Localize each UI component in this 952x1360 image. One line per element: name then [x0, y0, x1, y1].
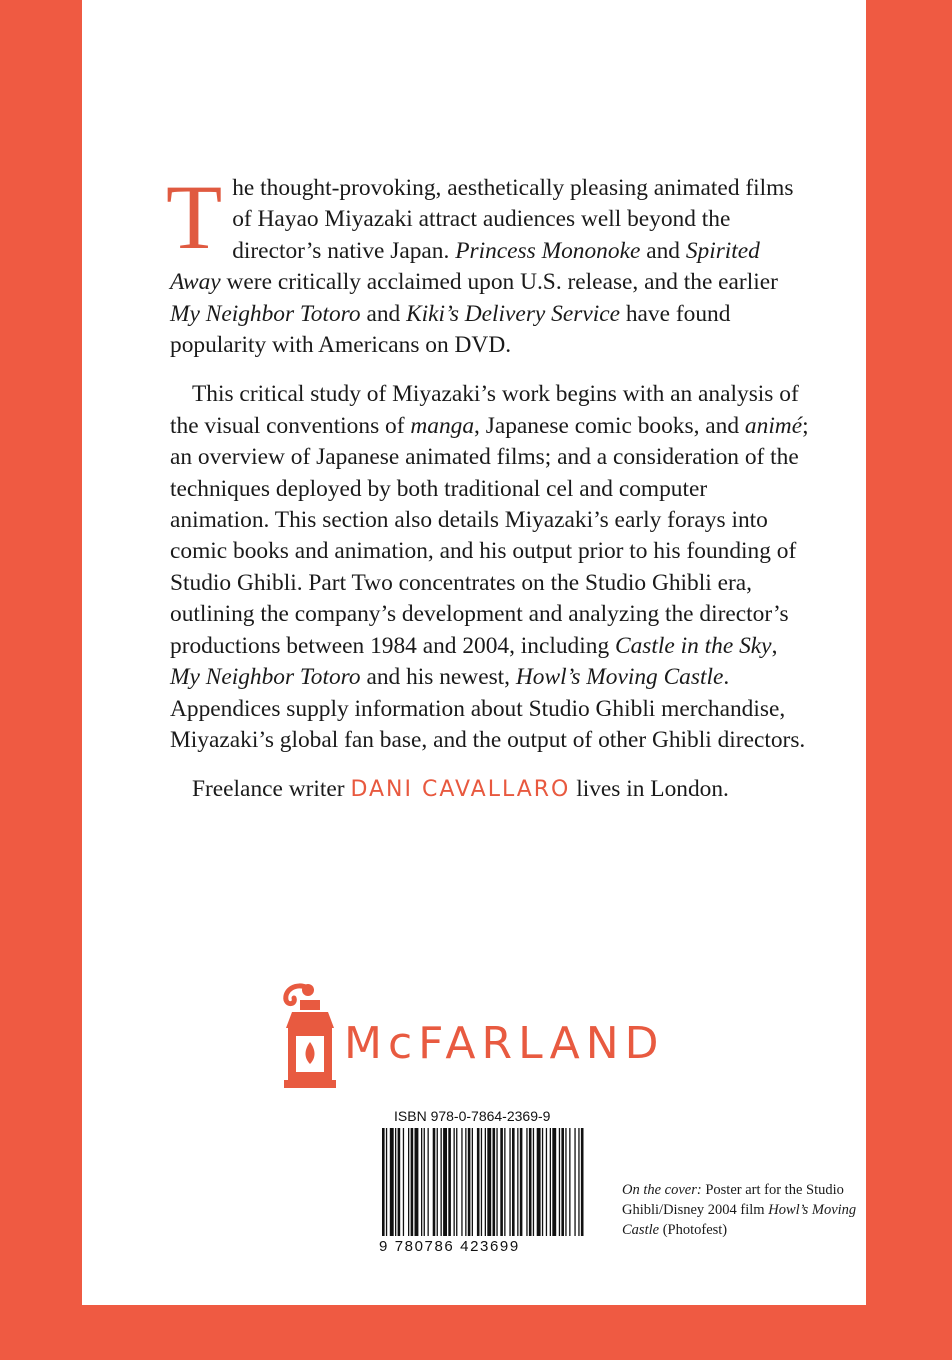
paragraph-study: [170, 379, 810, 756]
author-location: lives in London.: [570, 776, 729, 803]
barcode-bar: [517, 1128, 518, 1236]
barcode-bar: [537, 1128, 541, 1236]
barcode-bar: [546, 1128, 547, 1236]
text-run: and his newest,: [360, 664, 516, 691]
barcode-bar: [550, 1128, 551, 1236]
text-run: and: [640, 237, 686, 264]
barcode-bar: [493, 1128, 496, 1236]
barcode-bar: [382, 1128, 385, 1236]
barcode-bar: [569, 1128, 570, 1236]
barcode-bar: [561, 1128, 564, 1236]
barcode-bar: [454, 1128, 455, 1236]
barcode-digits: 9 780786 423699: [379, 1238, 520, 1255]
barcode-bar: [578, 1128, 579, 1236]
barcode-bar: [424, 1128, 425, 1236]
barcode-bar: [398, 1128, 401, 1236]
italic-title: Princess Mononoke: [455, 237, 641, 264]
text-run: have found popularity with Americans on DVD.: [170, 300, 731, 359]
barcode-bar: [500, 1128, 503, 1236]
barcode-bar: [456, 1128, 457, 1236]
barcode-bar: [408, 1128, 409, 1236]
barcode-bar: [565, 1128, 566, 1236]
paragraph-intro: [166, 166, 810, 361]
author-intro: Freelance writer: [192, 776, 351, 803]
isbn-label: ISBN 978-0-7864-2369-9: [394, 1108, 551, 1124]
publisher-name: McFARLAND: [344, 1018, 665, 1069]
cover-credit-text: Poster art for the Studio Ghibli/Disney 2004 film: [622, 1182, 844, 1218]
text-run: ; an overview of Japanese animated films; and a consideration of the techniques deployed by both traditional cel and computer animation. This section also details Miyazaki’s early forays into comic books and animation, and his output prior to his founding of Studio Ghibli. Part Two concentrates on the Studio Ghibli era, outlining the company’s development and analyzing the director’s productions between 1984 and 2004, including: [170, 412, 809, 659]
barcode-bar: [581, 1128, 584, 1236]
italic-title: Howl’s Moving Castle: [515, 664, 724, 691]
barcode-bar: [509, 1128, 510, 1236]
lantern-icon: [278, 980, 342, 1090]
text-run: and: [360, 300, 407, 327]
barcode-bar: [428, 1128, 429, 1236]
barcode: [380, 1128, 632, 1236]
italic-title: My Neighbor Totoro: [170, 664, 361, 691]
text-run: . Appendices supply information about Studio Ghibli merchandise, Miyazaki’s global fan base, and the output of other Ghibli directors.: [170, 664, 806, 753]
cover-credit-title: Howl’s Moving Castle: [622, 1202, 857, 1238]
barcode-bar: [437, 1128, 438, 1236]
barcode-bar: [465, 1128, 466, 1236]
italic-title: Kiki’s Delivery Service: [406, 300, 620, 327]
barcode-bar: [441, 1128, 442, 1236]
barcode-bar: [395, 1128, 396, 1236]
barcode-bar: [504, 1128, 505, 1236]
barcode-bar: [443, 1128, 447, 1236]
italic-title: Spirited Away: [170, 237, 760, 296]
barcode-bar: [415, 1128, 419, 1236]
barcode-bar: [481, 1128, 482, 1236]
dropcap-letter: T: [166, 166, 223, 268]
publisher-logo: [278, 980, 678, 1090]
barcode-bar: [512, 1128, 515, 1236]
barcode-bar: [542, 1128, 543, 1236]
italic-title: manga: [410, 412, 475, 439]
italic-title: My Neighbor Totoro: [170, 300, 361, 327]
text-run: , Japanese comic books, and: [474, 412, 745, 439]
barcode-bar: [421, 1128, 422, 1236]
description-text: [166, 166, 810, 824]
barcode-bar: [386, 1128, 387, 1236]
barcode-bar: [520, 1128, 523, 1236]
cover-credit: [622, 1180, 862, 1240]
cover-credit-prefix: On the cover:: [622, 1182, 702, 1198]
text-run: he thought-provoking, aesthetically pleasing animated films of Hayao Miyazaki attract audiences well beyond the director’s native Japan.: [232, 175, 794, 264]
cover-credit-suffix: (Photofest): [659, 1222, 728, 1238]
barcode-bar: [574, 1128, 575, 1236]
author-name: DANI CAVALLARO: [350, 777, 571, 803]
barcode-bar: [529, 1128, 532, 1236]
italic-title: Castle in the Sky: [615, 632, 772, 659]
barcode-bar: [461, 1128, 462, 1236]
paragraph-intro-text: [170, 175, 793, 358]
back-cover-page: [82, 0, 866, 1305]
barcode-bar: [496, 1128, 497, 1236]
barcode-bar: [559, 1128, 560, 1236]
barcode-bar: [390, 1128, 394, 1236]
barcode-bar: [487, 1128, 491, 1236]
text-run: This critical study of Miyazaki’s work begins with an analysis of the visual conventions of: [170, 381, 799, 439]
barcode-bar: [526, 1128, 527, 1236]
barcode-bar: [533, 1128, 534, 1236]
text-run: were critically acclaimed upon U.S. release, and the earlier: [220, 269, 778, 296]
barcode-bar: [468, 1128, 471, 1236]
paragraph-author: [170, 774, 810, 805]
barcode-bar: [448, 1128, 451, 1236]
barcode-bar: [403, 1128, 404, 1236]
barcode-bar: [485, 1128, 486, 1236]
barcode-bar: [477, 1128, 480, 1236]
barcode-bar: [411, 1128, 414, 1236]
italic-title: animé: [744, 412, 803, 439]
barcode-bar: [433, 1128, 436, 1236]
text-run: ,: [771, 632, 778, 659]
barcode-bar: [552, 1128, 556, 1236]
barcode-bar: [472, 1128, 473, 1236]
